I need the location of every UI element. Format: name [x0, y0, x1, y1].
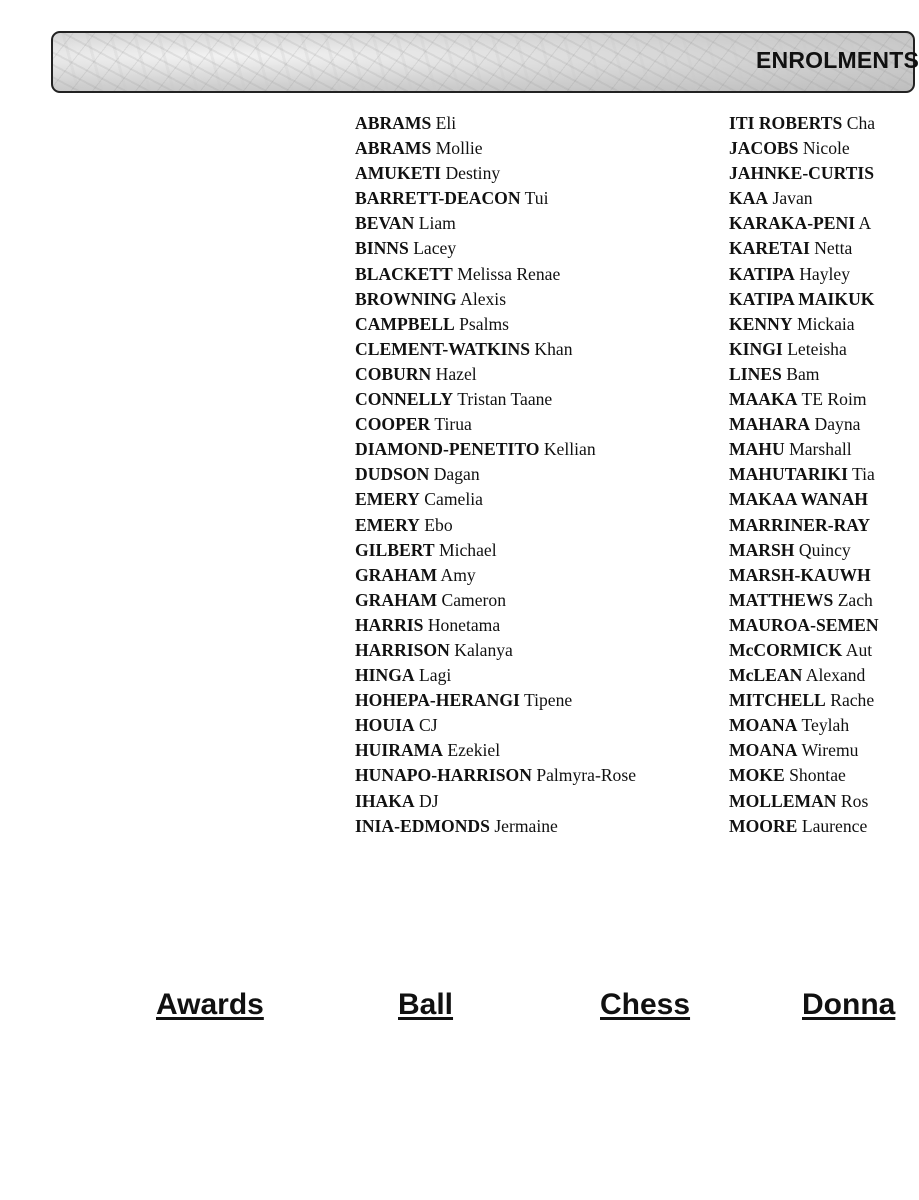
surname: McLEAN [729, 665, 803, 686]
enrolment-list-right [729, 111, 879, 839]
given-name: Ezekiel [447, 740, 501, 761]
given-name: Shontae [789, 765, 846, 786]
surname: COBURN [355, 363, 432, 384]
given-name: Mickaia [796, 313, 855, 334]
given-name: Eli [435, 113, 457, 133]
surname: HUNAPO-HARRISON [355, 765, 532, 786]
surname: LINES [729, 363, 782, 384]
surname: ITI ROBERTS [729, 113, 843, 133]
surname: KARAKA-PENI [729, 213, 856, 234]
surname: KARETAI [729, 238, 810, 259]
surname: JACOBS [729, 138, 799, 159]
enrolment-entry [729, 387, 879, 412]
enrolment-entry [355, 713, 636, 738]
enrolment-entry [355, 186, 636, 211]
enrolment-list-left [355, 111, 636, 839]
enrolment-entry [729, 789, 879, 814]
enrolment-entry [355, 236, 636, 261]
given-name: Kalanya [454, 639, 513, 660]
enrolment-entry [729, 161, 879, 186]
given-name: Destiny [445, 163, 501, 184]
given-name: Cameron [441, 589, 506, 610]
surname: CLEMENT-WATKINS [355, 338, 530, 359]
enrolment-entry [729, 186, 879, 211]
given-name: CJ [419, 715, 438, 736]
enrolment-entry [729, 588, 879, 613]
enrolment-entry [355, 814, 636, 839]
enrolment-entry [355, 688, 636, 713]
surname: HARRIS [355, 614, 424, 635]
surname: MOANA [729, 740, 798, 761]
enrolment-entry [729, 713, 879, 738]
enrolment-entry [355, 136, 636, 161]
nav-links [0, 988, 896, 1038]
given-name: Mollie [435, 138, 483, 159]
surname: ABRAMS [355, 138, 432, 159]
enrolment-entry [355, 211, 636, 236]
enrolment-entry [355, 613, 636, 638]
surname: CAMPBELL [355, 313, 455, 334]
surname: MARRINER-RAY [729, 514, 871, 535]
nav-link-donna[interactable]: Donna [802, 988, 896, 1021]
surname: KINGI [729, 338, 783, 359]
given-name: Palmyra-Rose [536, 765, 637, 786]
given-name: Ros [840, 790, 869, 811]
given-name: Dagan [433, 464, 480, 485]
given-name: Hazel [435, 363, 477, 384]
given-name: Amy [440, 564, 476, 585]
given-name: Alexand [805, 665, 866, 686]
enrolment-entry [729, 236, 879, 261]
given-name: Jermaine [494, 815, 558, 836]
surname: MOORE [729, 815, 798, 836]
given-name: Rache [830, 690, 875, 711]
given-name: Psalms [459, 313, 509, 334]
given-name: Quincy [798, 539, 851, 560]
surname: HARRISON [355, 639, 450, 660]
given-name: Michael [438, 539, 497, 560]
enrolment-entry [729, 513, 879, 538]
given-name: Netta [814, 238, 853, 259]
given-name: Liam [418, 213, 456, 234]
enrolment-entry [729, 312, 879, 337]
surname: BROWNING [355, 288, 457, 309]
given-name: Camelia [424, 489, 483, 510]
surname: GRAHAM [355, 589, 438, 610]
surname: MOANA [729, 715, 798, 736]
surname: McCORMICK [729, 639, 843, 660]
given-name: Tirua [434, 414, 472, 435]
enrolment-entry [729, 462, 879, 487]
enrolment-entry [355, 362, 636, 387]
given-name: A [858, 213, 872, 234]
enrolment-entry [729, 412, 879, 437]
surname: MARSH [729, 539, 795, 560]
enrolment-entry [729, 663, 879, 688]
surname: MAKAA WANAH [729, 489, 868, 510]
surname: KAA [729, 188, 769, 209]
given-name: Khan [534, 338, 573, 359]
enrolment-entry [355, 287, 636, 312]
given-name: Tristan Taane [457, 389, 553, 410]
surname: GILBERT [355, 539, 435, 560]
surname: DUDSON [355, 464, 430, 485]
given-name: Lagi [419, 665, 452, 686]
given-name: Zach [837, 589, 873, 610]
surname: EMERY [355, 489, 420, 510]
surname: MARSH-KAUWH [729, 564, 871, 585]
enrolment-entry [355, 437, 636, 462]
enrolment-entry [729, 287, 879, 312]
given-name: Bam [786, 363, 820, 384]
enrolment-entry [355, 111, 636, 136]
banner-title: ENROLMENTS [756, 47, 919, 73]
given-name: Tia [852, 464, 875, 485]
given-name: Kellian [543, 439, 596, 460]
surname: CONNELLY [355, 389, 454, 410]
enrolment-entry [355, 387, 636, 412]
surname: MAUROA-SEMEN [729, 614, 879, 635]
surname: BINNS [355, 238, 409, 259]
enrolment-entry [355, 161, 636, 186]
given-name: Lacey [413, 238, 457, 259]
enrolment-entry [355, 513, 636, 538]
enrolment-entry [355, 663, 636, 688]
enrolment-entry [729, 111, 879, 136]
enrolment-entry [729, 136, 879, 161]
enrolment-entry [355, 412, 636, 437]
surname: DIAMOND-PENETITO [355, 439, 540, 460]
given-name: Alexis [460, 288, 507, 309]
surname: MAHU [729, 439, 785, 460]
given-name: Nicole [802, 138, 850, 159]
given-name: Dayna [814, 414, 861, 435]
enrolment-entry [355, 337, 636, 362]
surname: GRAHAM [355, 564, 438, 585]
surname: AMUKETI [355, 163, 442, 184]
given-name: Melissa Renae [457, 263, 561, 284]
given-name: Tui [524, 188, 549, 209]
enrolment-entry [729, 563, 879, 588]
enrolment-entry [729, 638, 879, 663]
surname: KATIPA [729, 263, 795, 284]
enrolment-entry [729, 763, 879, 788]
surname: MITCHELL [729, 690, 826, 711]
given-name: DJ [419, 790, 439, 811]
surname: HOHEPA-HERANGI [355, 690, 520, 711]
enrolment-entry [355, 588, 636, 613]
nav-link-chess[interactable]: Chess [600, 988, 691, 1021]
given-name: Wiremu [801, 740, 859, 761]
enrolment-entry [355, 262, 636, 287]
enrolment-entry [729, 211, 879, 236]
given-name: Hayley [799, 263, 851, 284]
enrolment-entry [355, 563, 636, 588]
surname: HUIRAMA [355, 740, 443, 761]
enrolment-entry [729, 487, 879, 512]
nav-link-awards[interactable]: Awards [156, 988, 264, 1021]
nav-link-ball[interactable]: Ball [398, 988, 454, 1021]
given-name: Leteisha [787, 338, 847, 359]
surname: EMERY [355, 514, 420, 535]
surname: MOKE [729, 765, 785, 786]
enrolment-entry [729, 437, 879, 462]
enrolment-entry [355, 538, 636, 563]
enrolment-entry [355, 312, 636, 337]
surname: BARRETT-DEACON [355, 188, 521, 209]
given-name: Tipene [523, 690, 573, 711]
enrolment-entry [729, 814, 879, 839]
surname: MOLLEMAN [729, 790, 837, 811]
surname: IHAKA [355, 790, 415, 811]
given-name: Cha [846, 113, 876, 133]
surname: MATTHEWS [729, 589, 834, 610]
surname: KENNY [729, 313, 793, 334]
given-name: TE Roim [801, 389, 867, 410]
surname: BLACKETT [355, 263, 453, 284]
given-name: Honetama [427, 614, 501, 635]
given-name: Javan [772, 188, 813, 209]
surname: KATIPA MAIKUK [729, 288, 875, 309]
enrolment-entry [729, 688, 879, 713]
enrolment-entry [729, 337, 879, 362]
surname: BEVAN [355, 213, 415, 234]
enrolment-entry [355, 738, 636, 763]
section-banner [51, 31, 919, 93]
surname: MAAKA [729, 389, 798, 410]
enrolment-entry [355, 789, 636, 814]
enrolment-entry [729, 738, 879, 763]
surname: MAHUTARIKI [729, 464, 848, 485]
given-name: Aut [845, 639, 873, 660]
surname: COOPER [355, 414, 431, 435]
surname: ABRAMS [355, 113, 432, 133]
surname: MAHARA [729, 414, 811, 435]
enrolment-entry [729, 538, 879, 563]
surname: HOUIA [355, 715, 415, 736]
enrolment-entry [355, 487, 636, 512]
surname: JAHNKE-CURTIS [729, 163, 875, 184]
enrolment-entry [355, 638, 636, 663]
given-name: Marshall [789, 439, 852, 460]
surname: INIA-EDMONDS [355, 815, 490, 836]
given-name: Teylah [801, 715, 850, 736]
surname: HINGA [355, 665, 415, 686]
enrolment-entry [729, 362, 879, 387]
given-name: Laurence [801, 815, 868, 836]
enrolment-entry [729, 613, 879, 638]
given-name: Ebo [424, 514, 453, 535]
enrolment-entry [729, 262, 879, 287]
enrolment-entry [355, 763, 636, 788]
enrolment-entry [355, 462, 636, 487]
